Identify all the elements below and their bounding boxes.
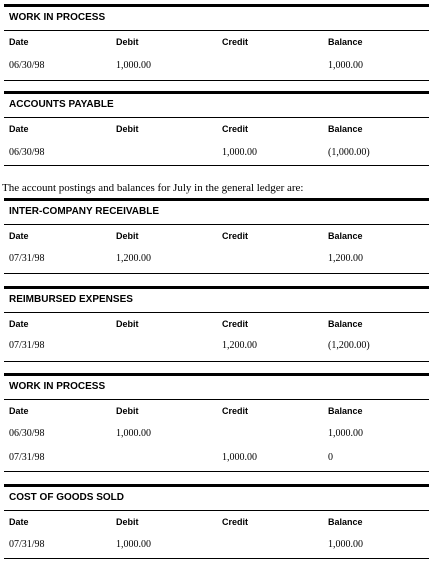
table-bottom-rule [4, 471, 429, 472]
header-date: Date [9, 319, 29, 329]
header-date: Date [9, 517, 29, 527]
table-bottom-rule [4, 558, 429, 559]
ledger-table-work-in-process [4, 4, 429, 78]
header-date: Date [9, 124, 29, 134]
header-debit: Debit [116, 124, 139, 134]
intro-paragraph: The account postings and balances for July in the general ledger are: [2, 182, 304, 194]
header-credit: Credit [222, 517, 249, 527]
table-row [4, 247, 429, 271]
cell-debit: 1,000.00 [116, 428, 151, 439]
header-balance: Balance [328, 124, 363, 134]
header-balance: Balance [328, 37, 363, 47]
cell-date: 07/31/98 [9, 253, 45, 264]
header-credit: Credit [222, 124, 249, 134]
header-balance: Balance [328, 319, 363, 329]
cell-date: 06/30/98 [9, 60, 45, 71]
ledger-table-work-in-process-july [4, 373, 429, 473]
table-header-row [4, 224, 429, 246]
ledger-table-cost-of-goods-sold [4, 484, 429, 560]
header-date: Date [9, 231, 29, 241]
table-title: INTER-COMPANY RECEIVABLE [4, 198, 429, 224]
header-debit: Debit [116, 37, 139, 47]
table-header-row [4, 510, 429, 532]
table-title: COST OF GOODS SOLD [4, 484, 429, 510]
header-balance: Balance [328, 517, 363, 527]
ledger-table-reimbursed-expenses [4, 286, 429, 362]
table-row [4, 54, 429, 78]
header-credit: Credit [222, 231, 249, 241]
header-credit: Credit [222, 319, 249, 329]
table-header-row [4, 399, 429, 421]
cell-debit: 1,000.00 [116, 539, 151, 550]
cell-balance: 1,000.00 [328, 60, 363, 71]
table-bottom-rule [4, 80, 429, 81]
table-row [4, 422, 429, 446]
table-bottom-rule [4, 273, 429, 274]
header-credit: Credit [222, 406, 249, 416]
table-title: REIMBURSED EXPENSES [4, 286, 429, 312]
cell-date: 07/31/98 [9, 452, 45, 463]
cell-balance: 1,000.00 [328, 539, 363, 550]
ledger-table-accounts-payable [4, 91, 429, 165]
table-title: ACCOUNTS PAYABLE [4, 91, 429, 117]
header-date: Date [9, 37, 29, 47]
cell-debit: 1,000.00 [116, 60, 151, 71]
table-title: WORK IN PROCESS [4, 373, 429, 399]
cell-balance: (1,200.00) [328, 340, 370, 351]
table-row [4, 533, 429, 557]
cell-date: 06/30/98 [9, 428, 45, 439]
header-debit: Debit [116, 231, 139, 241]
table-bottom-rule [4, 361, 429, 362]
header-debit: Debit [116, 319, 139, 329]
header-debit: Debit [116, 517, 139, 527]
header-credit: Credit [222, 37, 249, 47]
header-balance: Balance [328, 406, 363, 416]
cell-credit: 1,000.00 [222, 147, 257, 158]
cell-date: 07/31/98 [9, 539, 45, 550]
table-row [4, 446, 429, 470]
table-header-row [4, 30, 429, 52]
cell-balance: (1,000.00) [328, 147, 370, 158]
table-row [4, 334, 429, 358]
cell-balance: 1,200.00 [328, 253, 363, 264]
header-debit: Debit [116, 406, 139, 416]
header-date: Date [9, 406, 29, 416]
cell-balance: 1,000.00 [328, 428, 363, 439]
table-header-row [4, 117, 429, 139]
cell-date: 07/31/98 [9, 340, 45, 351]
cell-credit: 1,200.00 [222, 340, 257, 351]
cell-credit: 1,000.00 [222, 452, 257, 463]
cell-debit: 1,200.00 [116, 253, 151, 264]
table-row [4, 141, 429, 165]
ledger-table-inter-company-receivable [4, 198, 429, 274]
cell-date: 06/30/98 [9, 147, 45, 158]
cell-balance: 0 [328, 452, 333, 463]
table-title: WORK IN PROCESS [4, 4, 429, 30]
header-balance: Balance [328, 231, 363, 241]
table-header-row [4, 312, 429, 334]
table-bottom-rule [4, 165, 429, 166]
